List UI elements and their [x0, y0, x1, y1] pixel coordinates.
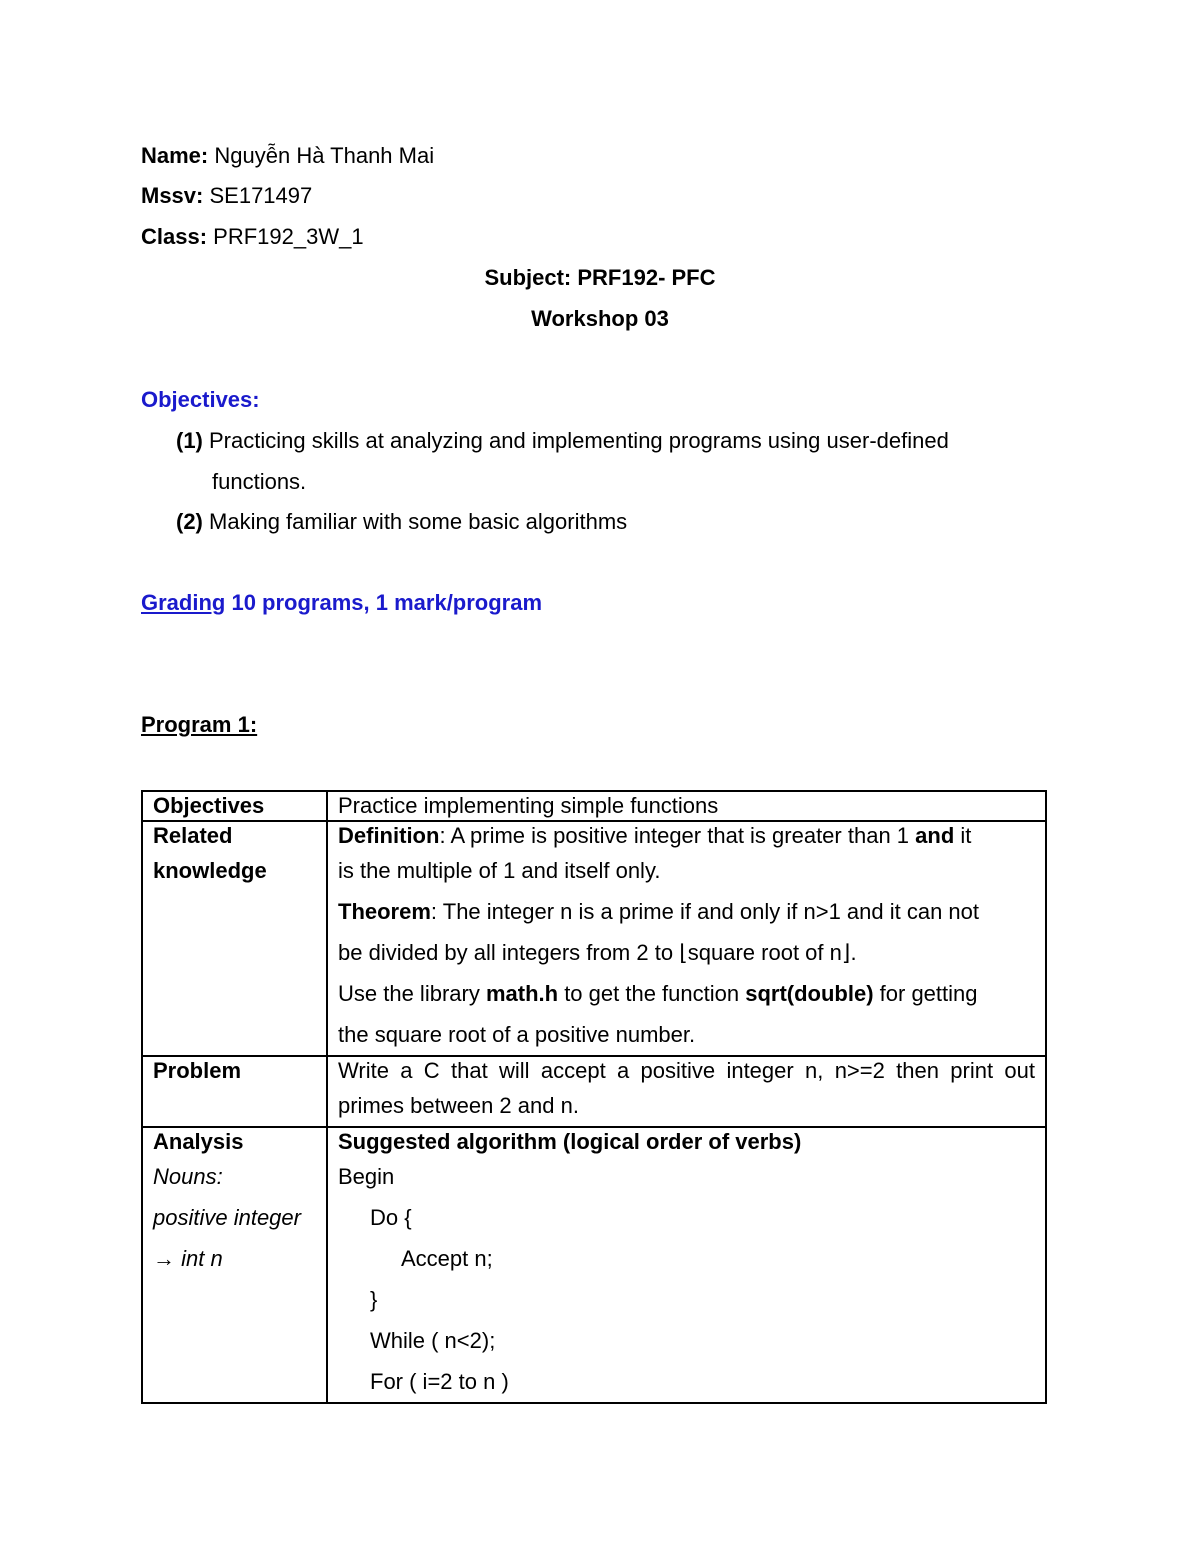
- workshop-title: Workshop 03: [531, 306, 669, 331]
- objective-item-2: (2) Making familiar with some basic algorithms: [176, 509, 628, 534]
- definition-line-2: is the multiple of 1 and itself only.: [338, 858, 661, 883]
- problem-cell-text: Write a C that will accept a positive integer n, n>=2 then print out primes between 2 and n.: [327, 1056, 1046, 1127]
- program-1-table: [141, 790, 1047, 1404]
- analysis-cell-label: Analysis Nouns: positive integer → int n: [142, 1127, 327, 1403]
- objectives-cell-text: Practice implementing simple functions: [327, 791, 1046, 821]
- objectives-heading: Objectives:: [141, 387, 260, 412]
- grading-line: [141, 589, 542, 617]
- subject-title: Subject: PRF192- PFC: [484, 265, 716, 290]
- related-cell-label: Related knowledge: [142, 821, 327, 1056]
- algorithm-heading: Suggested algorithm (logical order of verbs): [338, 1129, 802, 1154]
- theorem-line-2: be divided by all integers from 2 to ⌊square root of n⌋.: [338, 940, 857, 965]
- objectives-cell-label: Objectives: [142, 791, 327, 821]
- library-line-2: the square root of a positive number.: [338, 1022, 696, 1047]
- table-row-problem: [142, 1056, 1046, 1127]
- class-value: PRF192_3W_1: [213, 224, 364, 249]
- mssv-line: [141, 182, 312, 210]
- name-line: Name: Nguyễn Hà Thanh Mai: [141, 143, 435, 168]
- grading-text: 10 programs, 1 mark/program: [231, 590, 543, 615]
- class-label: Class: [141, 224, 200, 249]
- related-cell-text: [327, 821, 1046, 1056]
- definition-line-1: Definition: A prime is positive integer that is greater than 1 and it: [338, 823, 972, 848]
- library-line-1: Use the library math.h to get the function sqrt(double) for getting: [338, 981, 978, 1006]
- problem-cell-label: Problem: [142, 1056, 327, 1127]
- class-line: Class: PRF192_3W_1: [141, 224, 364, 249]
- analysis-cell-algorithm: Suggested algorithm (logical order of verbs) Begin Do { Accept n; } While ( n<2); For ( i=2 to n ): [327, 1127, 1046, 1403]
- table-row-related: [142, 821, 1046, 1056]
- mssv-value: SE171497: [209, 183, 313, 208]
- name-value: Nguyễn Hà Thanh Mai: [214, 143, 435, 168]
- objective-item-1: (1) Practicing skills at analyzing and implementing programs using user-defined: [176, 428, 949, 453]
- program-1-title: Program 1:: [141, 712, 258, 737]
- mssv-label: Mssv:: [141, 183, 204, 208]
- table-row-objectives: [142, 791, 1046, 821]
- grading-label: Grading: [141, 590, 226, 615]
- name-label: Name: [141, 143, 201, 168]
- objective-item-1-cont: functions.: [212, 469, 307, 494]
- table-row-analysis: [142, 1127, 1046, 1403]
- theorem-line-1: Theorem: The integer n is a prime if and only if n>1 and it can not: [338, 899, 980, 924]
